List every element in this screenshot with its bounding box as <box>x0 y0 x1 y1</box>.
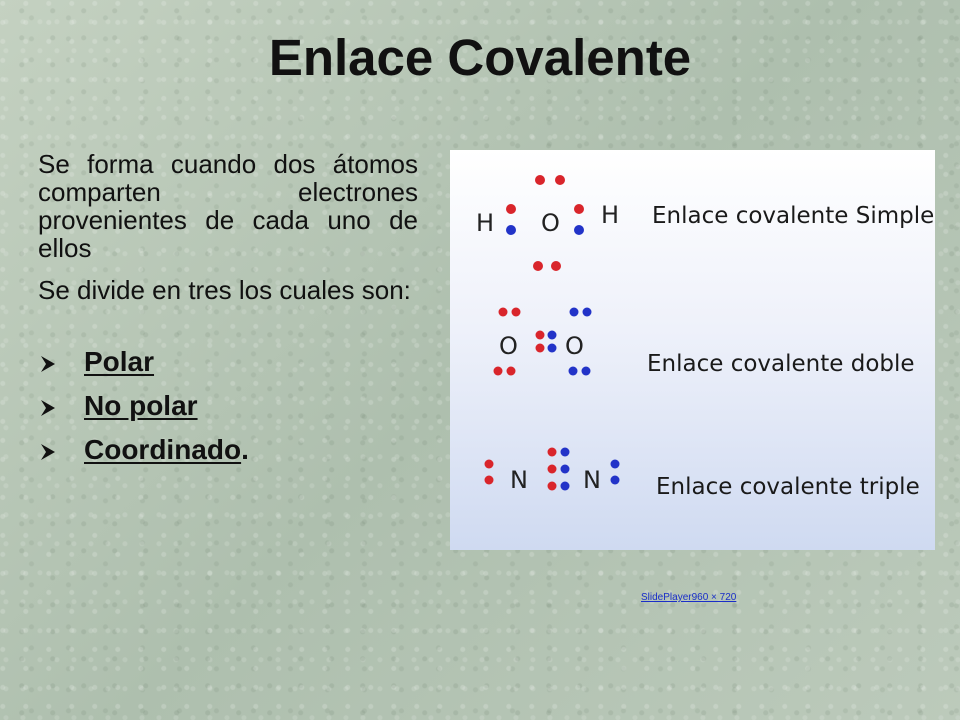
electron-dot <box>611 476 620 485</box>
electron-dot <box>548 344 557 353</box>
electron-dot <box>499 308 508 317</box>
electron-dot <box>582 367 591 376</box>
electron-dot <box>574 225 584 235</box>
electron-dot <box>561 448 570 457</box>
electron-dot <box>574 204 584 214</box>
electron-dot <box>485 460 494 469</box>
arrow-bullet-icon <box>38 398 58 418</box>
content-text-block <box>38 150 418 472</box>
electron-dot <box>536 331 545 340</box>
link-no-polar[interactable]: No polar <box>84 390 198 421</box>
lewis-structures-figure <box>450 150 935 550</box>
electron-dot <box>561 465 570 474</box>
arrow-bullet-icon <box>38 442 58 462</box>
electron-dot <box>536 344 545 353</box>
slide-title: Enlace Covalente <box>268 29 692 86</box>
atom-o-center: O <box>541 209 560 237</box>
electron-dot <box>555 175 565 185</box>
electron-dot <box>570 308 579 317</box>
electron-dot <box>561 482 570 491</box>
list-item-coordinado <box>38 428 418 472</box>
electron-dot <box>507 367 516 376</box>
row-triple <box>485 448 920 501</box>
atom-o-right: O <box>565 332 584 360</box>
arrow-bullet-icon <box>38 354 58 374</box>
division-paragraph: Se divide en tres los cuales son: <box>38 275 411 305</box>
row-doble <box>494 308 915 378</box>
atom-o-left: O <box>499 332 518 360</box>
atom-h-left: H <box>476 209 495 237</box>
electron-dot <box>611 460 620 469</box>
electron-dot <box>569 367 578 376</box>
electron-dot <box>485 476 494 485</box>
label-doble: Enlace covalente doble <box>647 351 915 377</box>
electron-dot <box>548 331 557 340</box>
electron-dot <box>548 448 557 457</box>
source-link[interactable]: SlidePlayer960 × 720 <box>641 592 737 603</box>
link-polar[interactable]: Polar <box>84 346 155 377</box>
label-simple: Enlace covalente Simple <box>652 203 935 229</box>
row-simple <box>476 175 934 271</box>
electron-dot <box>512 308 521 317</box>
bullet-suffix: . <box>241 434 249 465</box>
electron-dot <box>506 204 516 214</box>
bond-type-list <box>38 340 418 472</box>
electron-dot <box>506 225 516 235</box>
electron-dot <box>551 261 561 271</box>
atom-h-right: H <box>601 201 620 229</box>
electron-dot <box>548 465 557 474</box>
atom-n-right: N <box>583 466 601 494</box>
list-item-polar <box>38 340 418 384</box>
link-coordinado[interactable]: Coordinado <box>84 434 242 465</box>
list-item-no-polar <box>38 384 418 428</box>
label-triple: Enlace covalente triple <box>656 474 920 500</box>
atom-n-left: N <box>510 466 528 494</box>
electron-dot <box>535 175 545 185</box>
electron-dot <box>548 482 557 491</box>
electron-dot <box>583 308 592 317</box>
electron-dot <box>533 261 543 271</box>
definition-paragraph: Se forma cuando dos átomos comparten electrones provenientes de cada uno de ellos <box>38 149 418 263</box>
electron-dot <box>494 367 503 376</box>
lewis-diagram <box>450 150 935 550</box>
